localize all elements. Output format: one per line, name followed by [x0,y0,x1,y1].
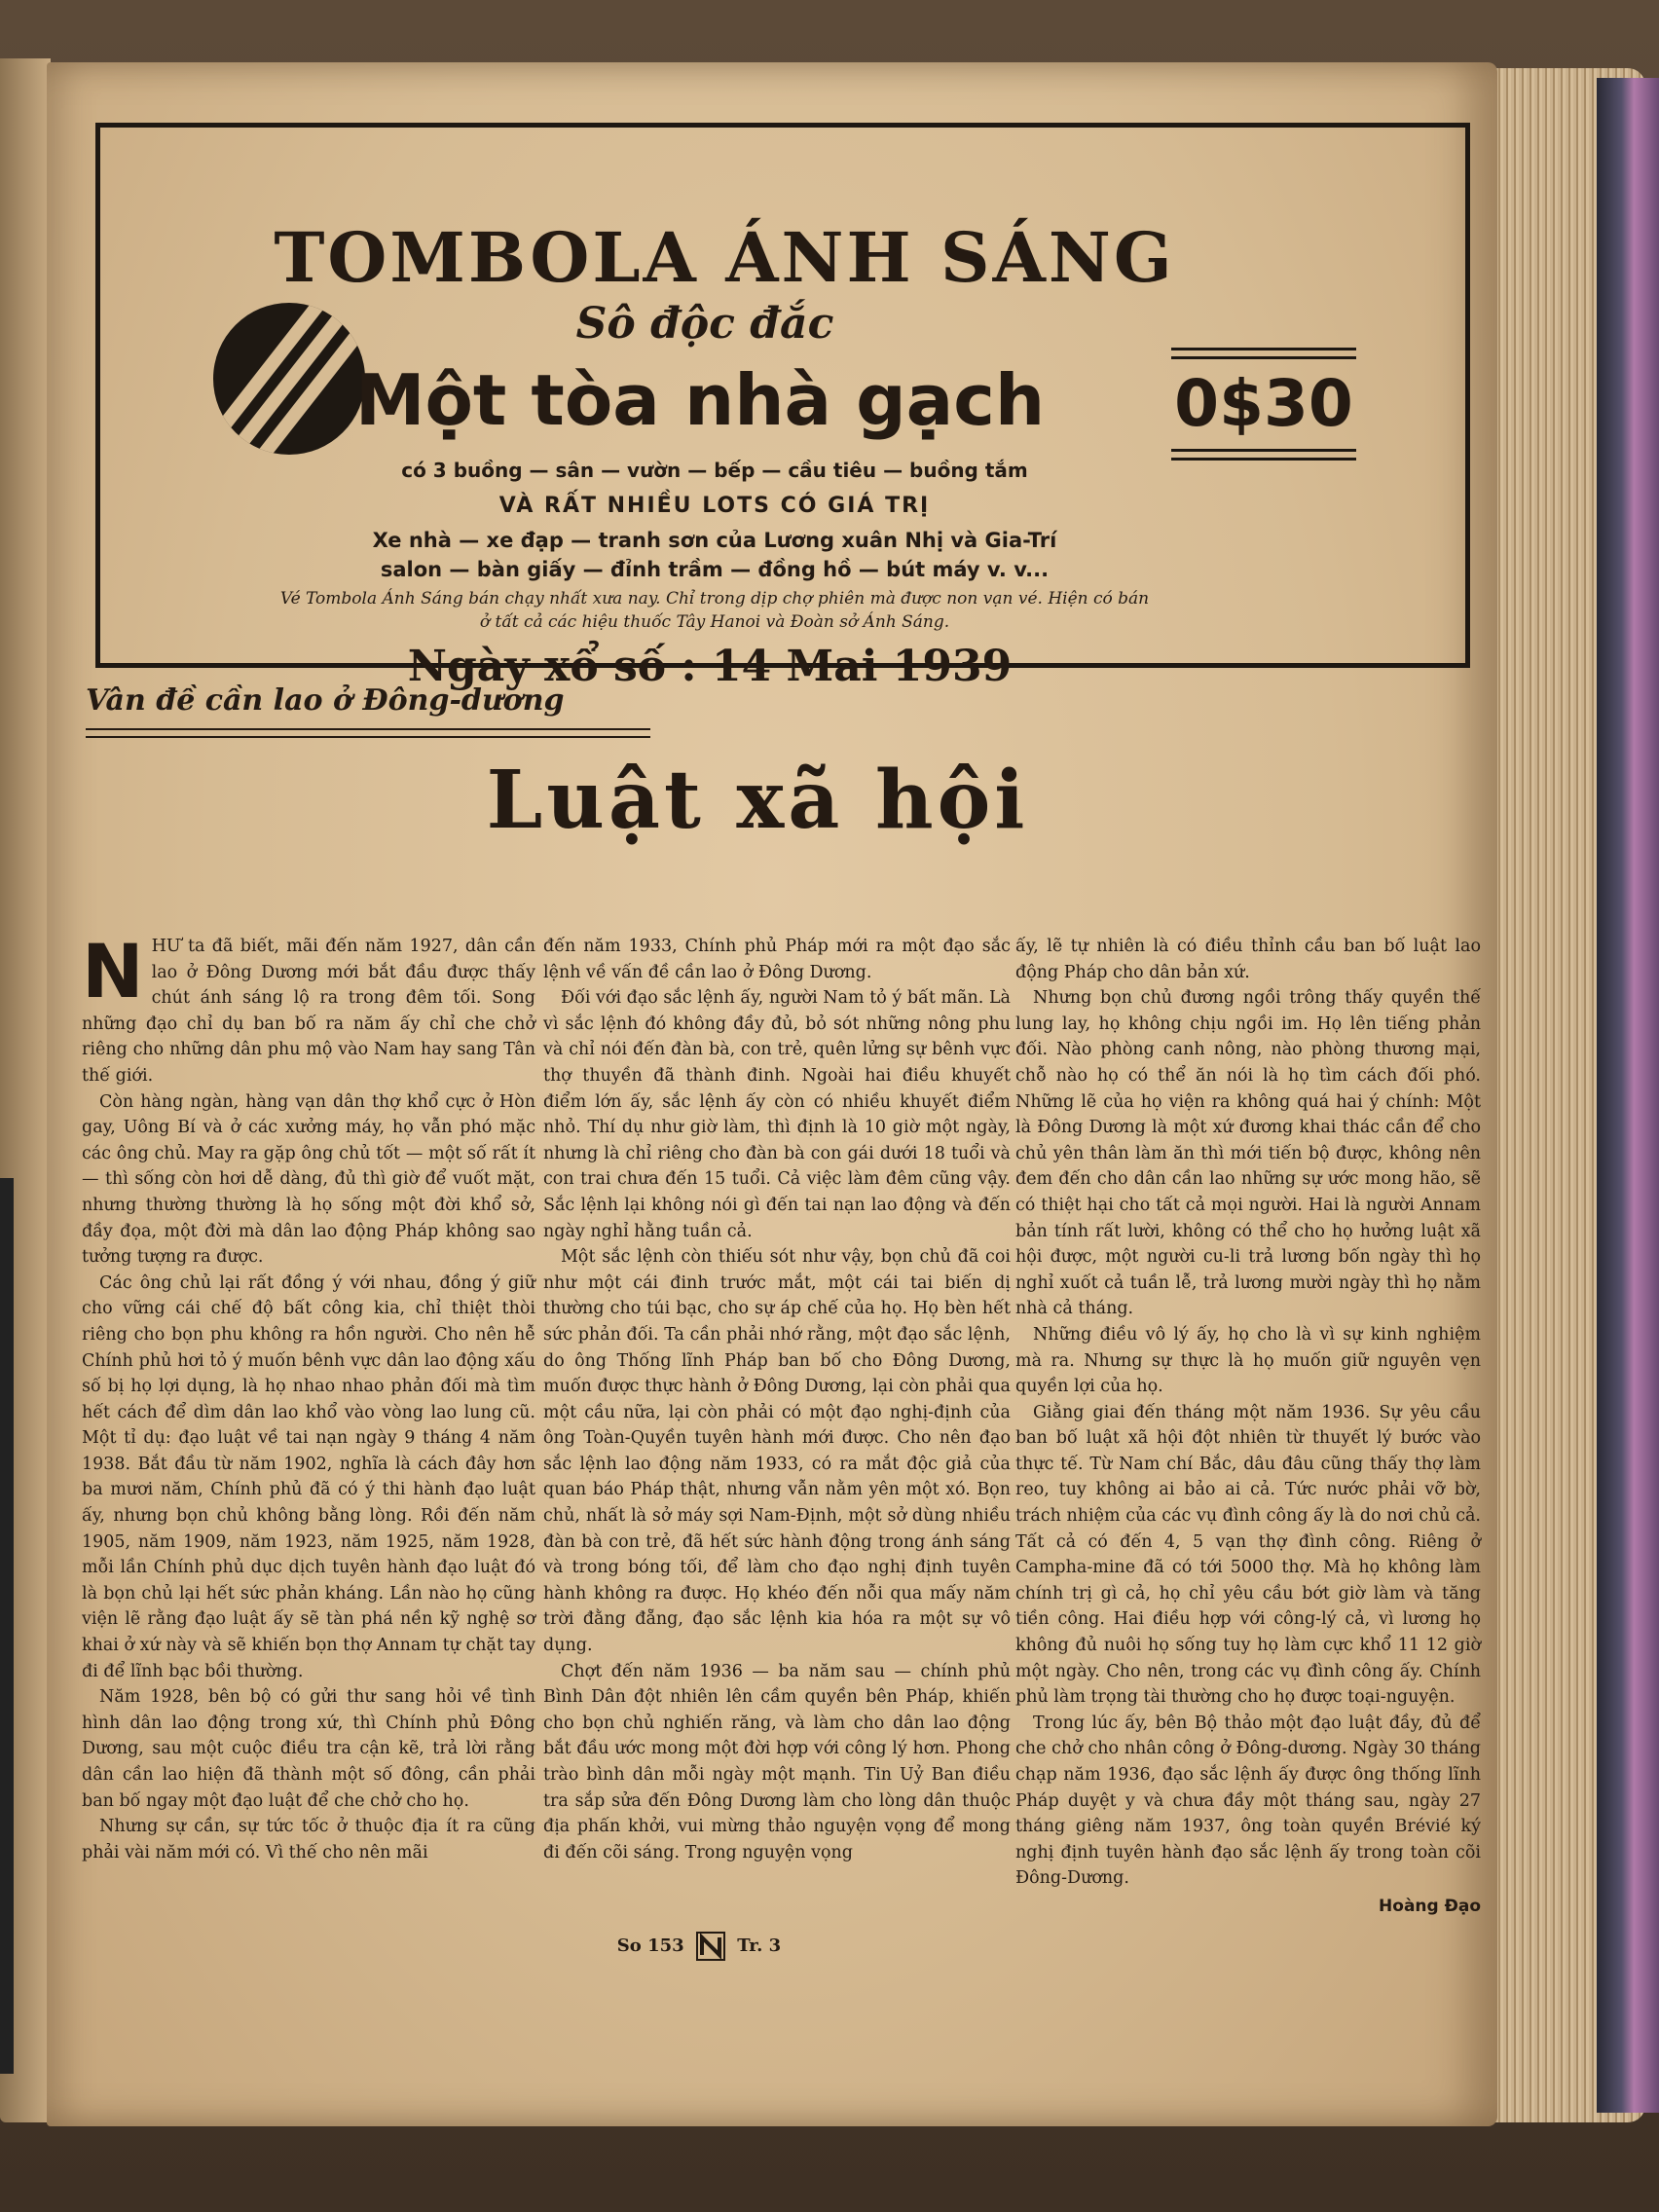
advert-price-box [1171,342,1356,466]
page-footer [0,1932,1497,1961]
advert-line-2: VÀ RẤT NHIỀU LOTS CÓ GIÁ TRỊ [498,494,931,518]
article-column-3 [1015,934,1481,1920]
paragraph: Những điều vô lý ấy, họ cho là vì sự kinh nghiệm mà ra. Nhưng sự thực là họ muốn giữ nguyên vẹn quyền lợi của họ. [1015,1324,1481,1397]
newspaper-logo-icon [696,1932,725,1961]
advert-line-1: có 3 buồng — sân — vườn — bếp — cầu tiêu — buồng tắm [401,459,1028,482]
advert-line-4: salon — bàn giấy — đỉnh trầm — đồng hồ — bút máy v. v... [380,558,1050,581]
book-cover [1597,78,1659,2113]
article-signature: Hoàng Đạo [1379,1896,1481,1916]
newspaper-page [47,62,1497,2126]
advert-subtitle: Sô độc đắc [575,299,834,349]
advert-draw-date: Ngày xổ số : 14 Mai 1939 [407,642,1013,691]
kicker-underline [86,728,650,738]
article-column-2 [543,934,1011,1865]
paragraph: Giằng giai đến tháng một năm 1936. Sự yêu cầu ban bố luật xã hội đột nhiên từ thuyết lý bước vào thực tế. Từ Nam chí Bắc, dâu đâu cũng thấy thợ làm reo, tuy không ai bảo ai cả. Tức nước phải vỡ bờ, trách nhiệm của các vụ đình công ấy là do nơi chủ cả. Tất cả có đến 4, 5 vạn thợ đình công. Riêng ở Campha-mine đã có tới 5000 thợ. Mà họ không làm chính trị gì cả, họ chỉ yêu cầu bớt giờ làm và tăng tiền công. Hai điều hợp với công-lý cả, vì lương họ không đủ nuôi họ sống tuy họ làm cực khổ 11 12 giờ một ngày. Cho nên, trong các vụ đình công ấy. Chính phủ làm trọng tài thường cho họ được toại-nguyện. [1015,1402,1481,1708]
advert-line-3: Xe nhà — xe đạp — tranh sơn của Lương xuân Nhị và Gia-Trí [372,529,1057,552]
paragraph: Nhưng bọn chủ đương ngồi trông thấy quyền thế lung lay, họ không chịu ngồi im. Họ lên tiếng phản đối. Nào phòng canh nông, nào phòng thương mại, chỗ nào họ có thể ăn nói là họ tìm cách đối phó. Những lẽ của họ viện ra không quá hai ý chính: Một là Đông Dương là một xứ đương khai thác cần để cho chủ yên thân làm ăn thì mới tiến bộ được, không nên đem đến cho dân cần lao những sự ước mong hão, sẽ có thiệt hại cho tất cả mọi người. Hai là người Annam bản tính rất lười, không có thể cho họ hưởng luật xã hội được, một người cu-li trả lương bốn ngày thì họ nghỉ xuốt cả tuần lễ, trả lương mười ngày thì họ nằm nhà cả tháng. [1015,988,1481,1319]
advert-title: TOMBOLA ÁNH SÁNG [274,217,1175,298]
article-column-1 [82,928,535,1865]
drop-cap: N [82,928,144,1014]
paragraph: Một sắc lệnh còn thiếu sót như vậy, bọn chủ đã coi như một cái đinh trước mắt, một cái tai biến dị thường cho túi bạc, cho sự áp chế của họ. Họ bèn hết sức phản đối. Ta cần phải nhớ rằng, một đạo sắc lệnh, do ông Thống lĩnh Pháp ban bố cho Đông Dương, muốn được thực hành ở Đông Dương, lại còn phải qua một cầu nữa, lại còn phải có một đạo nghị-định của ông Toàn-Quyền tuyên hành mới được. Cho nên đạo sắc lệnh lao động năm 1933, có ra mắt độc giả của quan báo Pháp thật, nhưng vẫn nằm yên một xó. Bọn chủ, nhất là sở máy sợi Nam-Định, một sở dùng nhiều đàn bà con trẻ, đã hết sức hành động trong ánh sáng và trong bóng tối, để làm cho đạo nghị định tuyên hành không ra được. Họ khéo đến nỗi qua mấy năm trời đằng đẵng, đạo sắc lệnh kia hóa ra một sự vô dụng. [543,1247,1011,1656]
article-kicker: Vân đề cần lao ở Đông-dương [86,683,565,718]
advert-line-5: Vé Tombola Ánh Sáng bán chạy nhất xưa nay. Chỉ trong dịp chợ phiên mà được non vạn vé. Hiện có bán [279,589,1150,608]
paragraph: Các ông chủ lại rất đồng ý với nhau, đồng ý giữ cho vững cái chế độ bất công kia, chỉ thiệt thòi riêng cho bọn phu không ra hồn người. Cho nên hễ Chính phủ hơi tỏ ý muốn bênh vực dân lao động xấu số bị họ lợi dụng, là họ nhao nhao phản đối mà tìm hết cách để dìm dân lao khổ vào vòng lao lung cũ. Một tỉ dụ: đạo luật về tai nạn ngày 9 tháng 4 năm 1938. Bắt đầu từ năm 1902, nghĩa là cách đây hơn ba mươi năm, Chính phủ đã có ý thi hành đạo luật ấy, nhưng bọn chủ không bằng lòng. Rồi đến năm 1905, năm 1909, năm 1923, năm 1925, năm 1928, mỗi lần Chính phủ dục dịch tuyên hành đạo luật đó là bọn chủ lại hết sức phản kháng. Lần nào họ cũng viện lẽ rằng đạo luật ấy sẽ tàn phá nền kỹ nghệ sơ khai ở xứ này và sẽ khiến bọn thợ Annam tự chặt tay đi để lĩnh bạc bồi thường. [82,1272,535,1681]
paragraph: Còn hàng ngàn, hàng vạn dân thợ khổ cực ở Hòn gay, Uông Bí và ở các xưởng máy, họ vẫn phó mặc các ông chủ. May ra gặp ông chủ tốt — một số rất ít — thì sống còn hơi dễ dàng, đủ thì giờ để vuốt mặt, nhưng thường thường là họ sống một đời khổ sở, đầy đọa, một đời mà dân lao động Pháp không sao tưởng tượng ra được. [82,1091,535,1268]
advert-line-6: ở tất cả các hiệu thuốc Tây Hanoi và Đoàn sở Ánh Sáng. [479,612,950,632]
paragraph: HƯ ta đã biết, mãi đến năm 1927, dân cần lao ở Đông Dương mới bắt đầu được thấy chút ánh sáng lộ ra trong đêm tối. Song những đạo chỉ dụ ban bố ra năm ấy chỉ che chở riêng cho những dân phu mộ vào Nam hay sang Tân thế giới. [82,937,535,1086]
paragraph: Nhưng sự cần, sự tức tốc ở thuộc địa ít ra cũng phải vài năm mới có. Vì thế cho nên mãi [82,1817,535,1862]
paragraph: Đối với đạo sắc lệnh ấy, người Nam tỏ ý bất mãn. Là vì sắc lệnh đó không đầy đủ, bỏ sót những nông phu và chỉ nói đến đàn bà, con trẻ, quên lửng sự bênh vực thợ thuyền đã thành đinh. Ngoài hai điều khuyết điểm lớn ấy, sắc lệnh ấy còn có nhiều khuyết điểm nhỏ. Thí dụ như giờ làm, thì định là 10 giờ một ngày, nhưng là chỉ riêng cho đàn bà con gái dưới 18 tuổi và con trai chưa đến 15 tuổi. Cả việc làm đêm cũng vậy. Sắc lệnh lại không nói gì đến tai nạn lao động và đến ngày nghỉ hằng tuần cả. [543,988,1011,1241]
paragraph: Trong lúc ấy, bên Bộ thảo một đạo luật đầy, đủ để che chở cho nhân công ở Đông-dương. Ngày 30 tháng chạp năm 1936, đạo sắc lệnh ấy được ông thống lĩnh Pháp duyệt y và chưa đầy một tháng sau, ngày 27 tháng giêng năm 1937, ông toàn quyền Brévié ký nghị định tuyên hành đạo sắc lệnh ấy trong toàn cõi Đông-Dương. [1015,1713,1481,1889]
page-number: Tr. 3 [737,1936,782,1956]
issue-number: So 153 [616,1936,684,1956]
paragraph: Năm 1928, bên bộ có gửi thư sang hỏi về tình hình dân lao động trong xứ, thì Chính phủ Đông Dương, sau một cuộc điều tra cận kẽ, trả lời rằng dân cần lao hiện đã thành một số đông, cần phải ban bố ngay một đạo luật để che chở cho họ. [82,1687,535,1811]
paragraph: ấy, lẽ tự nhiên là có điều thỉnh cầu ban bố luật lao động Pháp cho dân bản xứ. [1015,937,1481,982]
advert-prize: Một tòa nhà gạch [354,359,1046,441]
advert-price: 0$30 [1174,366,1353,441]
tombola-advert [95,123,1470,691]
paragraph: Chợt đến năm 1936 — ba năm sau — chính phủ Bình Dân đột nhiên lên cầm quyền bên Pháp, khiến cho bọn chủ nghiến răng, và làm cho dân lao động bắt đầu ước mong một đời hợp với công lý hơn. Phong trào bình dân mỗi ngày một mạnh. Tin Uỷ Ban điều tra sắp sửa đến Đông Dương làm cho lòng dân thuộc địa phấn khởi, vui mừng thảo nguyện vọng để mong đi đến cõi sáng. Trong nguyện vọng [543,1661,1011,1862]
paragraph: đến năm 1933, Chính phủ Pháp mới ra một đạo sắc lệnh về vấn đề cần lao ở Đông Dương. [543,937,1011,982]
article-headline: Luật xã hội [486,754,1029,847]
